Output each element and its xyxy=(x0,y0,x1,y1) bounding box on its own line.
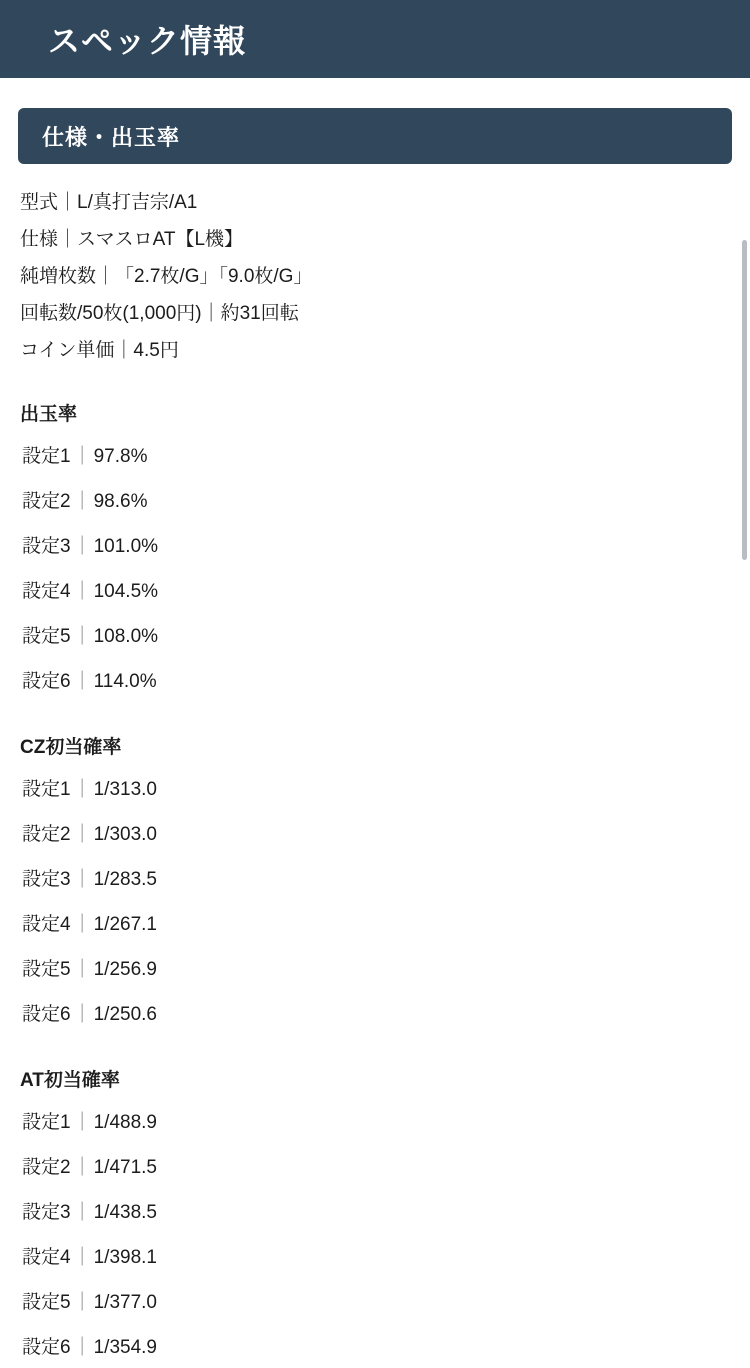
row-value: 104.5% xyxy=(93,581,159,602)
row-value: 1/256.9 xyxy=(93,959,157,980)
spec-line-net-increase: 純増枚数｜「2.7枚/G」「9.0枚/G」 xyxy=(20,266,313,287)
row-label: 設定3 xyxy=(22,536,71,557)
table-row xyxy=(18,855,732,900)
table-row xyxy=(18,1323,732,1368)
row-value: 1/438.5 xyxy=(93,1202,157,1223)
table-row xyxy=(18,432,732,477)
row-separator: ｜ xyxy=(72,581,92,602)
spec-line-coin-rate: コイン単価｜4.5円 xyxy=(20,340,179,361)
table-row xyxy=(18,990,732,1035)
group-title: AT初当確率 xyxy=(20,1070,120,1091)
spec-summary-list xyxy=(18,184,732,369)
row-label: 設定1 xyxy=(22,446,71,467)
table-row xyxy=(18,1188,732,1233)
row-value: 97.8% xyxy=(93,446,148,467)
spec-line-model: 型式｜L/真打吉宗/A1 xyxy=(20,192,198,213)
row-label: 設定6 xyxy=(22,671,71,692)
table-row xyxy=(18,567,732,612)
table-row xyxy=(18,945,732,990)
row-value: 1/313.0 xyxy=(93,779,157,800)
vertical-scrollbar[interactable] xyxy=(742,240,747,560)
group-title: CZ初当確率 xyxy=(20,737,122,758)
row-label: 設定3 xyxy=(22,1202,71,1223)
row-label: 設定6 xyxy=(22,1337,71,1358)
group-cz-probability xyxy=(18,726,732,1035)
page-header xyxy=(0,0,750,78)
row-label: 設定1 xyxy=(22,1112,71,1133)
table-row xyxy=(18,657,732,702)
row-value: 1/471.5 xyxy=(93,1157,157,1178)
table-row xyxy=(18,765,732,810)
spec-line-type: 仕様｜スマスロAT【L機】 xyxy=(20,229,244,250)
page-content xyxy=(0,108,750,1368)
row-label: 設定2 xyxy=(22,491,71,512)
table-row xyxy=(18,1233,732,1278)
group-payout-rate xyxy=(18,393,732,702)
row-separator: ｜ xyxy=(72,536,92,557)
row-separator: ｜ xyxy=(72,626,92,647)
row-separator: ｜ xyxy=(72,1112,92,1133)
row-label: 設定2 xyxy=(22,824,71,845)
row-label: 設定2 xyxy=(22,1157,71,1178)
table-row xyxy=(18,477,732,522)
row-separator: ｜ xyxy=(72,959,92,980)
row-value: 1/267.1 xyxy=(93,914,157,935)
row-value: 1/398.1 xyxy=(93,1247,157,1268)
row-value: 1/354.9 xyxy=(93,1337,157,1358)
table-row xyxy=(18,1143,732,1188)
row-label: 設定5 xyxy=(22,959,71,980)
row-separator: ｜ xyxy=(72,491,92,512)
row-label: 設定1 xyxy=(22,779,71,800)
row-separator: ｜ xyxy=(72,1004,92,1025)
row-label: 設定4 xyxy=(22,581,71,602)
row-label: 設定5 xyxy=(22,626,71,647)
table-row xyxy=(18,612,732,657)
row-value: 114.0% xyxy=(93,671,157,692)
row-label: 設定3 xyxy=(22,869,71,890)
section-header-spec xyxy=(18,108,732,164)
row-separator: ｜ xyxy=(72,671,92,692)
row-value: 1/488.9 xyxy=(93,1112,157,1133)
row-separator: ｜ xyxy=(72,446,92,467)
row-label: 設定6 xyxy=(22,1004,71,1025)
table-row xyxy=(18,1098,732,1143)
row-value: 98.6% xyxy=(93,491,148,512)
row-separator: ｜ xyxy=(72,1337,92,1358)
row-label: 設定4 xyxy=(22,1247,71,1268)
table-row xyxy=(18,1278,732,1323)
section-title: 仕様・出玉率 xyxy=(42,124,181,150)
row-separator: ｜ xyxy=(72,824,92,845)
row-value: 108.0% xyxy=(93,626,159,647)
row-value: 1/283.5 xyxy=(93,869,157,890)
group-at-probability xyxy=(18,1059,732,1368)
row-separator: ｜ xyxy=(72,779,92,800)
row-separator: ｜ xyxy=(72,1292,92,1313)
row-separator: ｜ xyxy=(72,914,92,935)
row-separator: ｜ xyxy=(72,1247,92,1268)
spec-line-spins: 回転数/50枚(1,000円)｜約31回転 xyxy=(20,303,299,324)
row-value: 1/303.0 xyxy=(93,824,157,845)
table-row xyxy=(18,900,732,945)
group-title: 出玉率 xyxy=(20,404,78,425)
table-row xyxy=(18,522,732,567)
row-separator: ｜ xyxy=(72,869,92,890)
row-separator: ｜ xyxy=(72,1157,92,1178)
row-value: 1/250.6 xyxy=(93,1004,157,1025)
table-row xyxy=(18,810,732,855)
row-label: 設定4 xyxy=(22,914,71,935)
page-title: スペック情報 xyxy=(48,23,247,59)
row-separator: ｜ xyxy=(72,1202,92,1223)
row-label: 設定5 xyxy=(22,1292,71,1313)
row-value: 1/377.0 xyxy=(93,1292,157,1313)
row-value: 101.0% xyxy=(93,536,159,557)
